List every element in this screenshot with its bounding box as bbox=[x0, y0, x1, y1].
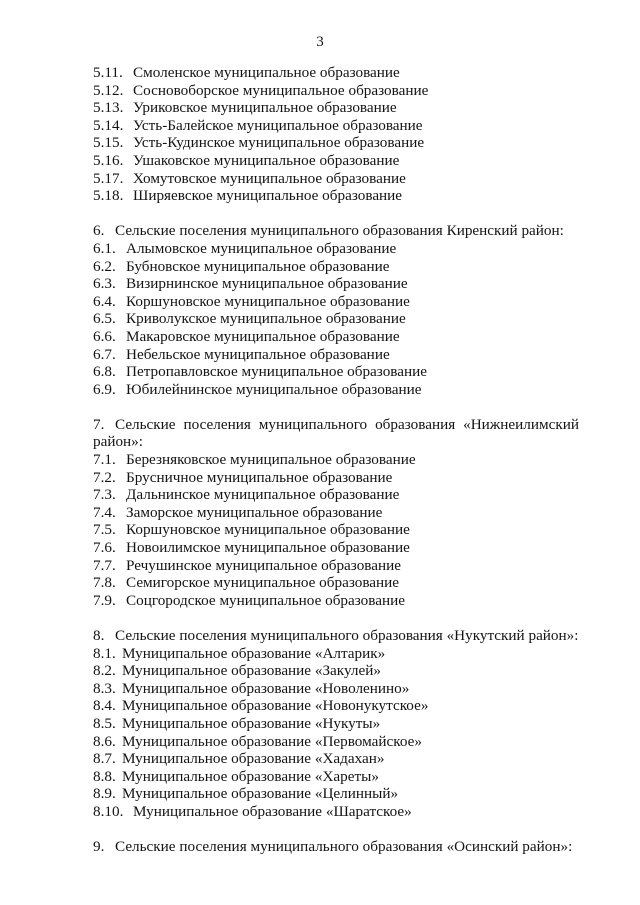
section-number: 7. bbox=[93, 415, 105, 433]
item-text: Хомутовское муниципальное образование bbox=[133, 169, 406, 187]
item-number: 7.9. bbox=[93, 591, 116, 609]
list-item bbox=[0, 275, 640, 293]
item-text: Алымовское муниципальное образование bbox=[126, 239, 397, 257]
item-text: Муниципальное образование «Новоленино» bbox=[122, 679, 410, 697]
section-title-continuation: район»: bbox=[93, 433, 143, 451]
section-number: 6. bbox=[93, 222, 105, 240]
item-number: 5.18. bbox=[93, 187, 124, 205]
item-number: 8.3. bbox=[93, 679, 116, 697]
list-item bbox=[0, 99, 640, 117]
section-heading bbox=[0, 416, 640, 451]
section-number: 8. bbox=[93, 627, 105, 644]
item-text: Заморское муниципальное образование bbox=[126, 503, 383, 521]
list-item bbox=[0, 310, 640, 328]
item-text: Муниципальное образование «Алтарик» bbox=[122, 644, 386, 662]
item-text: Ушаковское муниципальное образование bbox=[133, 151, 400, 169]
item-number: 6.7. bbox=[93, 345, 116, 363]
list-item bbox=[0, 645, 640, 663]
item-number: 7.1. bbox=[93, 451, 116, 469]
item-text: Криволукское муниципальное образование bbox=[126, 310, 406, 328]
list-item bbox=[0, 785, 640, 803]
item-text: Соцгородское муниципальное образование bbox=[126, 591, 405, 609]
section-number: 9. bbox=[93, 838, 105, 856]
item-text: Муниципальное образование «Хареты» bbox=[122, 767, 379, 785]
item-text: Петропавловское муниципальное образование bbox=[126, 363, 428, 381]
item-text: Муниципальное образование «Целинный» bbox=[122, 785, 399, 803]
item-number: 7.6. bbox=[93, 539, 116, 557]
list-item bbox=[0, 733, 640, 751]
list-item bbox=[0, 680, 640, 698]
list-item bbox=[0, 557, 640, 575]
item-number: 5.12. bbox=[93, 81, 124, 99]
item-text: Речушинское муниципальное образование bbox=[126, 556, 401, 574]
item-text: Сосновоборское муниципальное образование bbox=[133, 81, 429, 99]
item-number: 8.9. bbox=[93, 785, 116, 803]
item-text: Уриковское муниципальное образование bbox=[133, 99, 397, 117]
item-text: Муниципальное образование «Хадахан» bbox=[122, 750, 385, 768]
item-number: 5.13. bbox=[93, 99, 124, 117]
list-item bbox=[0, 469, 640, 487]
list-item bbox=[0, 363, 640, 381]
item-number: 6.8. bbox=[93, 363, 116, 381]
list-item bbox=[0, 328, 640, 346]
item-text: Смоленское муниципальное образование bbox=[133, 64, 400, 81]
section-title: Сельские поселения муниципального образования «Нукутский район»: bbox=[115, 627, 579, 644]
list-item bbox=[0, 750, 640, 768]
item-number: 6.5. bbox=[93, 310, 116, 328]
item-number: 6.1. bbox=[93, 239, 116, 257]
item-text: Коршуновское муниципальное образование bbox=[126, 292, 410, 310]
section8-list bbox=[0, 645, 640, 821]
item-number: 6.9. bbox=[93, 380, 116, 398]
item-number: 8.6. bbox=[93, 732, 116, 750]
item-text: Коршуновское муниципальное образование bbox=[126, 521, 410, 539]
section-heading bbox=[0, 222, 640, 240]
item-number: 8.10. bbox=[93, 802, 124, 820]
item-number: 5.15. bbox=[93, 134, 124, 152]
item-text: Муниципальное образование «Нукуты» bbox=[122, 714, 381, 732]
item-number: 8.4. bbox=[93, 697, 116, 715]
item-number: 7.5. bbox=[93, 521, 116, 539]
item-number: 8.5. bbox=[93, 714, 116, 732]
item-number: 7.3. bbox=[93, 486, 116, 504]
item-text: Дальнинское муниципальное образование bbox=[126, 486, 400, 504]
item-number: 8.2. bbox=[93, 662, 116, 680]
item-number: 5.11. bbox=[93, 64, 123, 81]
item-text: Семигорское муниципальное образование bbox=[126, 574, 400, 592]
item-text: Ширяевское муниципальное образование bbox=[133, 187, 403, 205]
list-item bbox=[0, 521, 640, 539]
item-text: Новоилимское муниципальное образование bbox=[126, 539, 410, 557]
item-number: 6.2. bbox=[93, 257, 116, 275]
item-text: Юбилейнинское муниципальное образование bbox=[126, 380, 422, 398]
list-item bbox=[0, 715, 640, 733]
section-title: Сельские поселения муниципального образования «Нижнеилимский bbox=[115, 415, 579, 433]
item-number: 7.2. bbox=[93, 468, 116, 486]
list-item bbox=[0, 768, 640, 786]
item-text: Небельское муниципальное образование bbox=[126, 345, 390, 363]
list-item bbox=[0, 504, 640, 522]
list-item bbox=[0, 82, 640, 100]
list-item bbox=[0, 592, 640, 610]
item-number: 5.16. bbox=[93, 151, 124, 169]
item-text: Макаровское муниципальное образование bbox=[126, 327, 400, 345]
list-item bbox=[0, 117, 640, 135]
list-item bbox=[0, 451, 640, 469]
list-item bbox=[0, 240, 640, 258]
item-number: 7.7. bbox=[93, 556, 116, 574]
list-item bbox=[0, 539, 640, 557]
item-number: 8.7. bbox=[93, 750, 116, 768]
item-number: 6.6. bbox=[93, 327, 116, 345]
item-text: Усть-Балейское муниципальное образование bbox=[133, 116, 423, 134]
item-number: 5.17. bbox=[93, 169, 124, 187]
section-title: Сельские поселения муниципального образования Киренский район: bbox=[115, 222, 564, 240]
list-item bbox=[0, 662, 640, 680]
item-number: 8.8. bbox=[93, 767, 116, 785]
list-item bbox=[0, 134, 640, 152]
section6-list bbox=[0, 240, 640, 398]
list-item bbox=[0, 293, 640, 311]
group5-list bbox=[0, 64, 640, 205]
item-number: 7.8. bbox=[93, 574, 116, 592]
item-text: Визирнинское муниципальное образование bbox=[126, 275, 408, 293]
list-item bbox=[0, 187, 640, 205]
list-item bbox=[0, 803, 640, 821]
item-text: Бубновское муниципальное образование bbox=[126, 257, 390, 275]
item-number: 6.3. bbox=[93, 275, 116, 293]
section-heading bbox=[0, 627, 640, 645]
page-number: 3 bbox=[316, 34, 324, 50]
list-item bbox=[0, 64, 640, 82]
list-item bbox=[0, 258, 640, 276]
item-number: 7.4. bbox=[93, 503, 116, 521]
section-title: Сельские поселения муниципального образования «Осинский район»: bbox=[115, 838, 573, 856]
list-item bbox=[0, 697, 640, 715]
list-item bbox=[0, 152, 640, 170]
item-text: Муниципальное образование «Первомайское» bbox=[122, 732, 422, 750]
item-text: Муниципальное образование «Шаратское» bbox=[133, 802, 412, 820]
section-heading bbox=[0, 838, 640, 856]
item-text: Муниципальное образование «Закулей» bbox=[122, 662, 381, 680]
item-text: Брусничное муниципальное образование bbox=[126, 468, 393, 486]
document-body bbox=[0, 64, 640, 856]
list-item bbox=[0, 574, 640, 592]
item-text: Усть-Кудинское муниципальное образование bbox=[133, 134, 425, 152]
list-item bbox=[0, 381, 640, 399]
section7-list bbox=[0, 451, 640, 609]
item-number: 6.4. bbox=[93, 292, 116, 310]
list-item bbox=[0, 486, 640, 504]
item-text: Муниципальное образование «Новонукутское» bbox=[122, 697, 429, 715]
item-number: 5.14. bbox=[93, 116, 124, 134]
list-item bbox=[0, 170, 640, 188]
item-number: 8.1. bbox=[93, 644, 116, 662]
list-item bbox=[0, 346, 640, 364]
item-text: Березняковское муниципальное образование bbox=[126, 451, 416, 469]
